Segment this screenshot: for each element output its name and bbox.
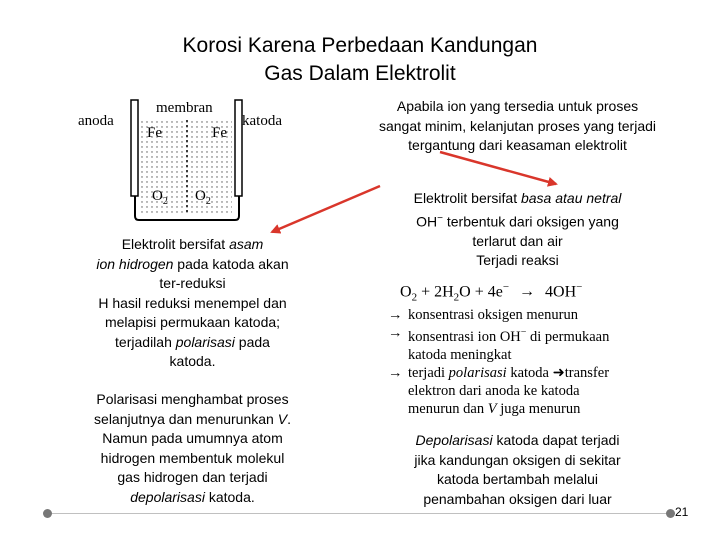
reactant-water: + 2H — [421, 283, 454, 301]
o2-cathode-label: $O_2$ — [195, 188, 211, 207]
list-item: → konsentrasi oksigen menurun — [388, 307, 578, 323]
acid-line: ion hidrogen pada katoda akan — [96, 255, 289, 272]
polar-line: gas hidrogen dan terjadi — [117, 469, 268, 485]
footer-dot-left — [43, 509, 52, 518]
membrane-label: membran — [156, 100, 213, 116]
polar-line: Polarisasi menghambat proses — [96, 391, 289, 407]
acid-line: H hasil reduksi menempel dan — [98, 294, 287, 311]
hydroxide-charge: − — [576, 281, 583, 293]
basic-electrolyte-text — [330, 189, 705, 271]
title-line-1: Korosi Karena Perbedaan Kandungan — [182, 34, 538, 57]
depol-line: jika kandungan oksigen di sekitar — [414, 451, 621, 468]
acid-line: melapisi permukaan katoda; — [104, 314, 281, 330]
arrow-icon: → — [388, 364, 403, 381]
acid-line: ter-reduksi — [159, 275, 226, 291]
acid-line: katoda. — [169, 353, 216, 369]
o2-subscript: 2 — [411, 291, 418, 304]
list-item: → terjadi polarisasi katoda ➜transfer — [388, 364, 610, 381]
polar-line: Namun pada umumnya atom — [102, 430, 283, 446]
reaction-arrow: → — [519, 283, 536, 301]
arrow-icon: → — [388, 307, 403, 323]
list-item-continuation: menurun dan V juga menurun — [408, 400, 581, 417]
page-number: 21 — [675, 505, 689, 519]
arrow-to-basic — [440, 152, 556, 184]
bold-arrow-icon: ➜ — [552, 364, 565, 381]
list-item-continuation: katoda meningkat — [408, 346, 512, 363]
anode-label: anoda — [78, 113, 114, 129]
o2-anode-label: $O_2$ — [152, 188, 168, 207]
depol-line: penambahan oksigen dari luar — [423, 490, 612, 507]
basic-line: Elektrolit bersifat basa atau netral — [413, 190, 622, 206]
intro-line: tergantung dari keasaman elektrolit — [408, 137, 627, 153]
h2o-subscript: 2 — [453, 291, 460, 304]
depol-line: katoda bertambah melalui — [436, 471, 599, 487]
polar-line: hidrogen membentuk molekul — [100, 449, 285, 466]
footer-divider — [45, 513, 675, 514]
product-hydroxide: 4OH — [545, 283, 577, 301]
polarization-text — [60, 390, 325, 507]
basic-line: OH− terbentuk dari oksigen yang — [416, 212, 619, 230]
intro-line: Apabila ion yang tersedia untuk proses — [396, 98, 639, 114]
polar-line: depolarisasi katoda. — [130, 488, 255, 505]
list-item: → konsentrasi ion OH− di permukaan — [388, 325, 610, 345]
intro-line: sangat minim, kelanjutan proses yang terjadi — [378, 117, 657, 134]
reaction-equation — [400, 274, 650, 304]
consequence-list — [388, 306, 688, 418]
acid-electrolyte-text — [60, 235, 325, 372]
fe-anode-label: Fe — [147, 125, 162, 141]
polar-line: selanjutnya dan menurunkan V. — [94, 410, 291, 427]
depol-line: Depolarisasi katoda dapat terjadi — [415, 432, 620, 448]
title-line-2: Gas Dalam Elektrolit — [264, 62, 456, 85]
electron-charge: − — [502, 281, 510, 293]
cathode-label: katoda — [242, 113, 282, 129]
footer-dot-right — [666, 509, 675, 518]
acid-line: terjadilah polarisasi pada — [115, 333, 270, 350]
list-item-continuation: elektron dari anoda ke katoda — [408, 382, 580, 399]
arrow-icon: → — [388, 325, 403, 341]
reactant-o2: O — [400, 283, 412, 301]
depolarization-text — [330, 431, 705, 509]
intro-text — [330, 97, 705, 156]
fe-cathode-label: Fe — [212, 125, 227, 141]
basic-line: terlarut dan air — [472, 232, 563, 249]
acid-line: Elektrolit bersifat asam — [121, 236, 264, 252]
basic-line: Terjadi reaksi — [476, 252, 559, 269]
reactant-electrons: O + 4e — [459, 283, 503, 301]
